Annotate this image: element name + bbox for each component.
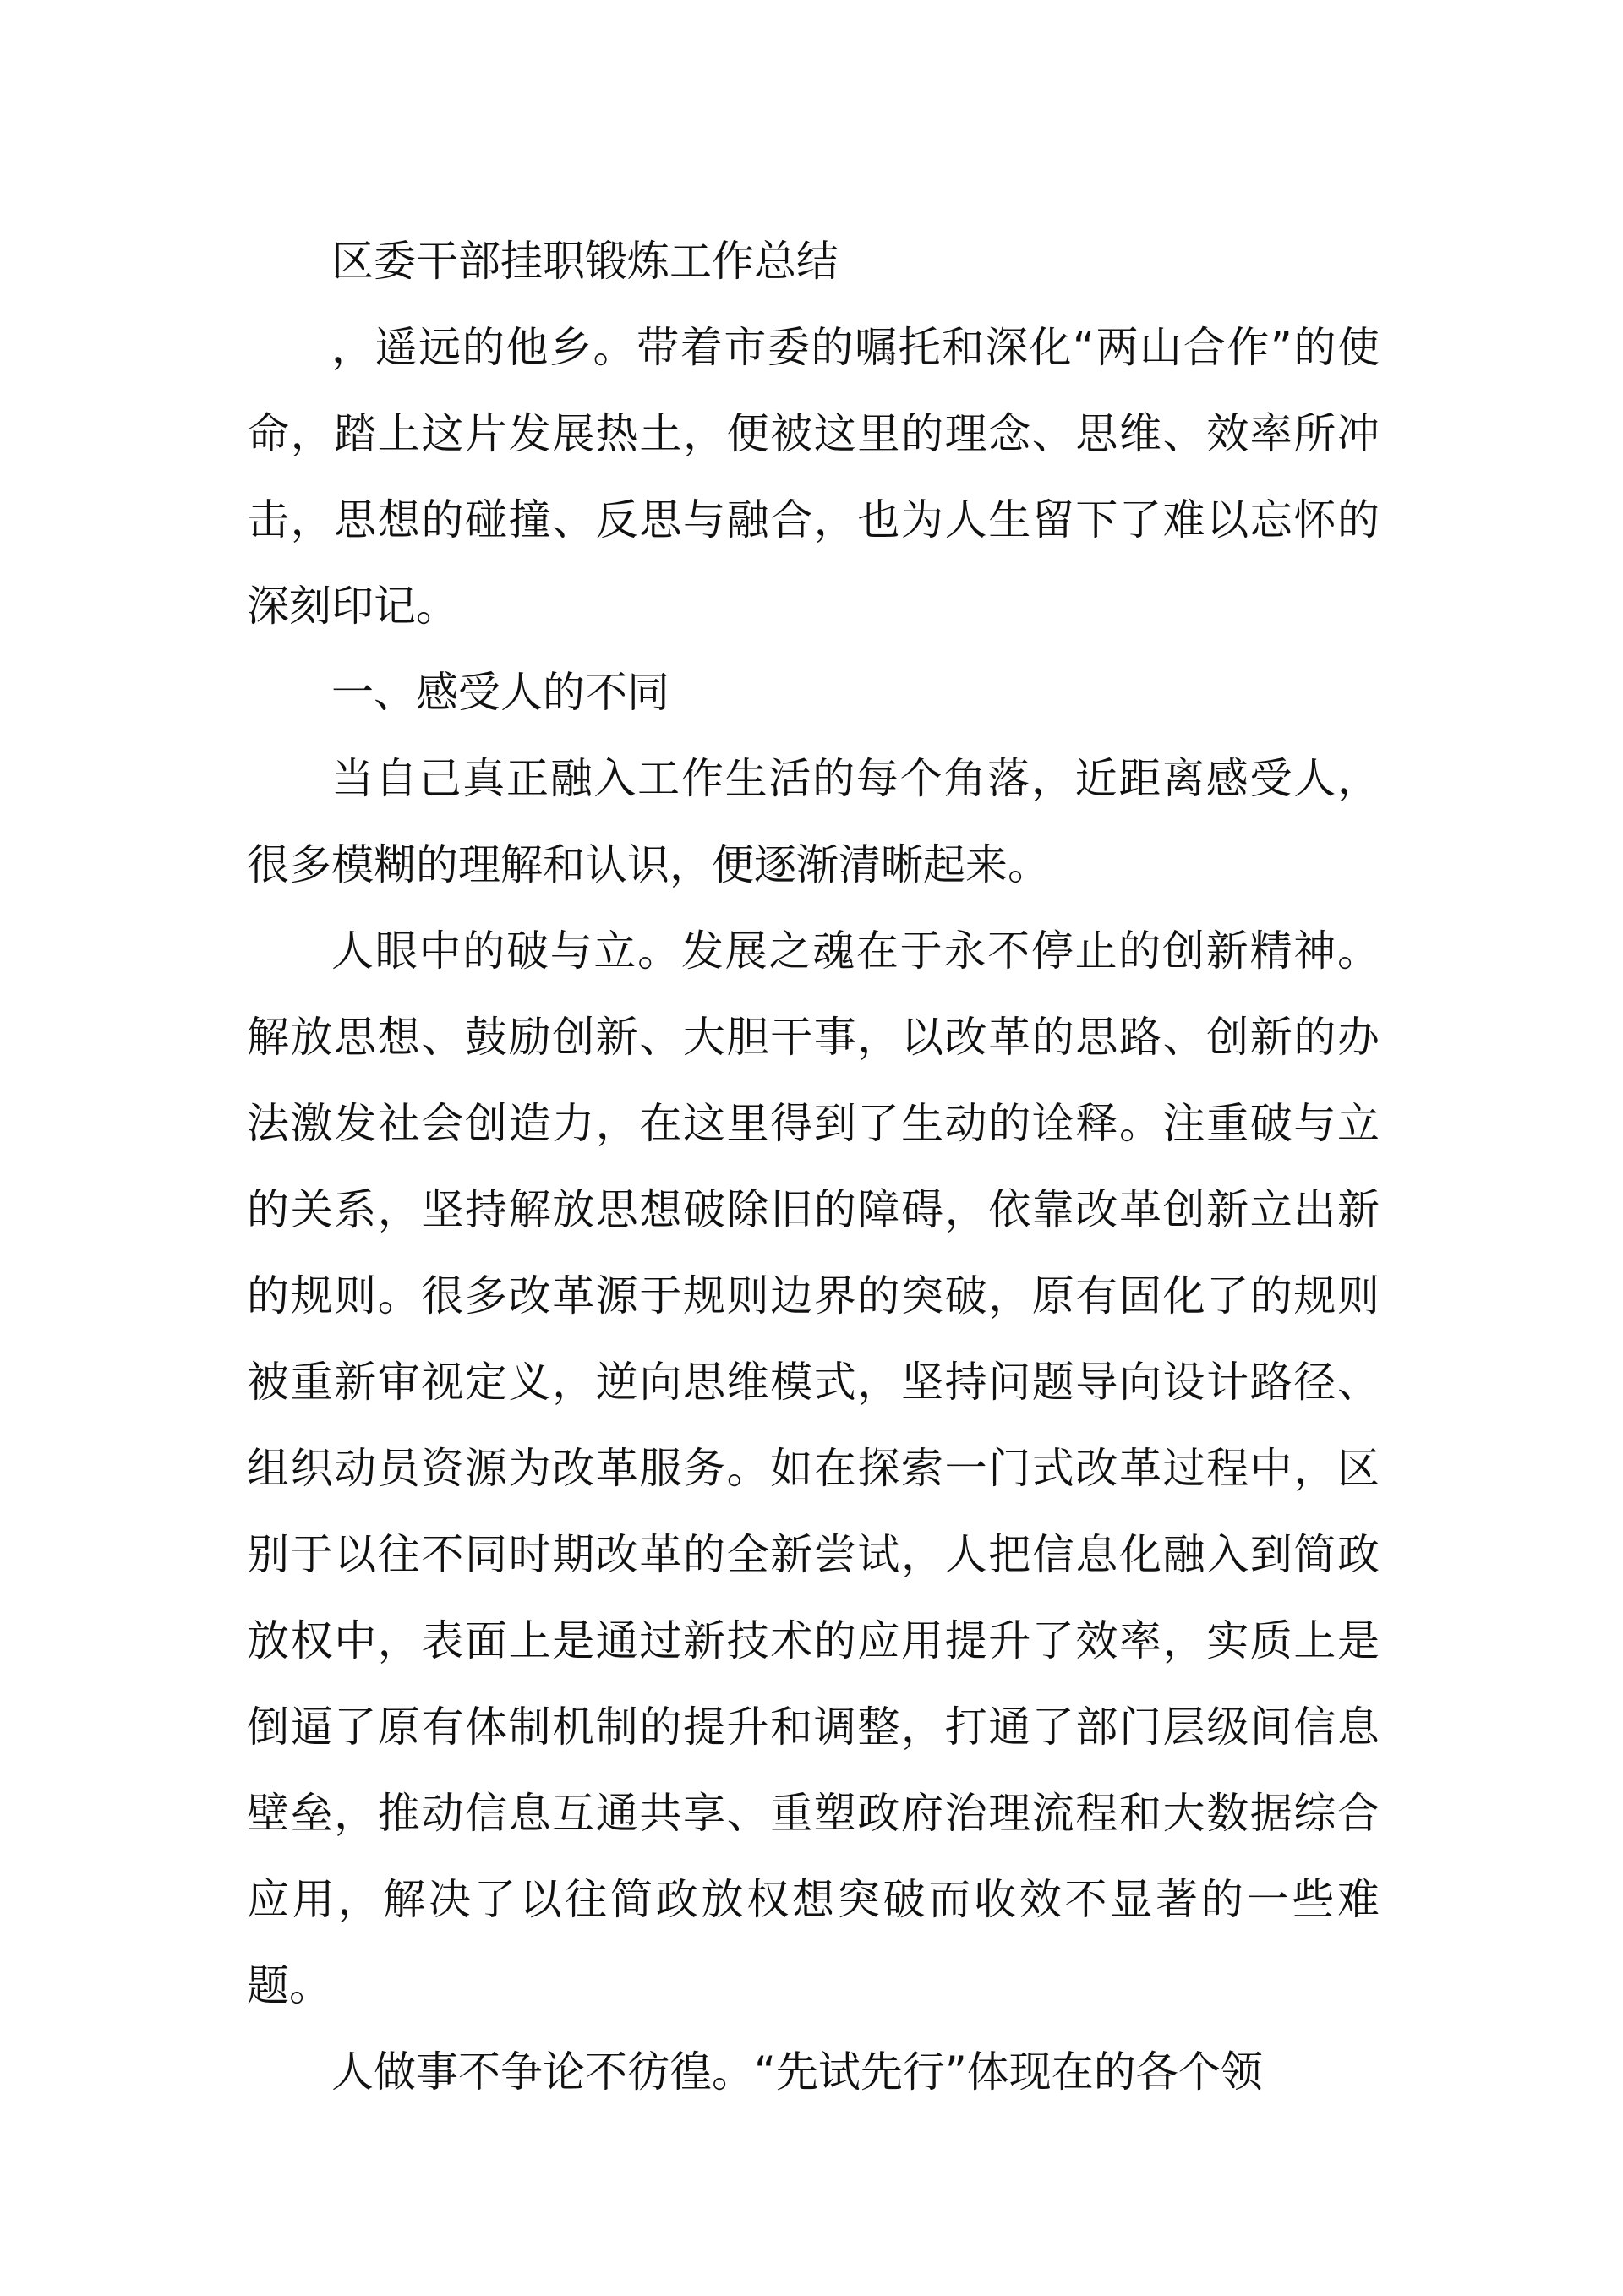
section-heading: 一、感受人的不同	[331, 668, 669, 717]
paragraph: 人做事不争论不彷徨。“先试先行”体现在的各个领	[331, 2047, 1263, 2096]
paragraph-intro: ，遥远的他乡。带着市委的嘱托和深化“两山合作”的使命，踏上这片发展热土，便被这里的理念、思维、效率所冲击，思想的碰撞、反思与融合，也为人生留下了难以忘怀的深刻印记。	[247, 323, 1380, 631]
document-title: 区委干部挂职锻炼工作总结	[331, 237, 839, 286]
document-body	[247, 218, 1380, 2115]
paragraph: 人眼中的破与立。发展之魂在于永不停止的创新精神。解放思想、鼓励创新、大胆干事，以改革的思路、创新的办法激发社会创造力，在这里得到了生动的诠释。注重破与立的关系，坚持解放思想破除旧的障碍，依靠改革创新立出新的规则。很多改革源于规则边界的突破，原有固化了的规则被重新审视定义，逆向思维模式，坚持问题导向设计路径、组织动员资源为改革服务。如在探索一门式改革过程中，区别于以往不同时期改革的全新尝试，人把信息化融入到简政放权中，表面上是通过新技术的应用提升了效率，实质上是倒逼了原有体制机制的提升和调整，打通了部门层级间信息壁垒，推动信息互通共享、重塑政府治理流程和大数据综合应用，解决了以往简政放权想突破而收效不显著的一些难题。	[247, 927, 1380, 2010]
paragraph: 当自己真正融入工作生活的每个角落，近距离感受人，很多模糊的理解和认识，便逐渐清晰起来。	[247, 754, 1380, 889]
